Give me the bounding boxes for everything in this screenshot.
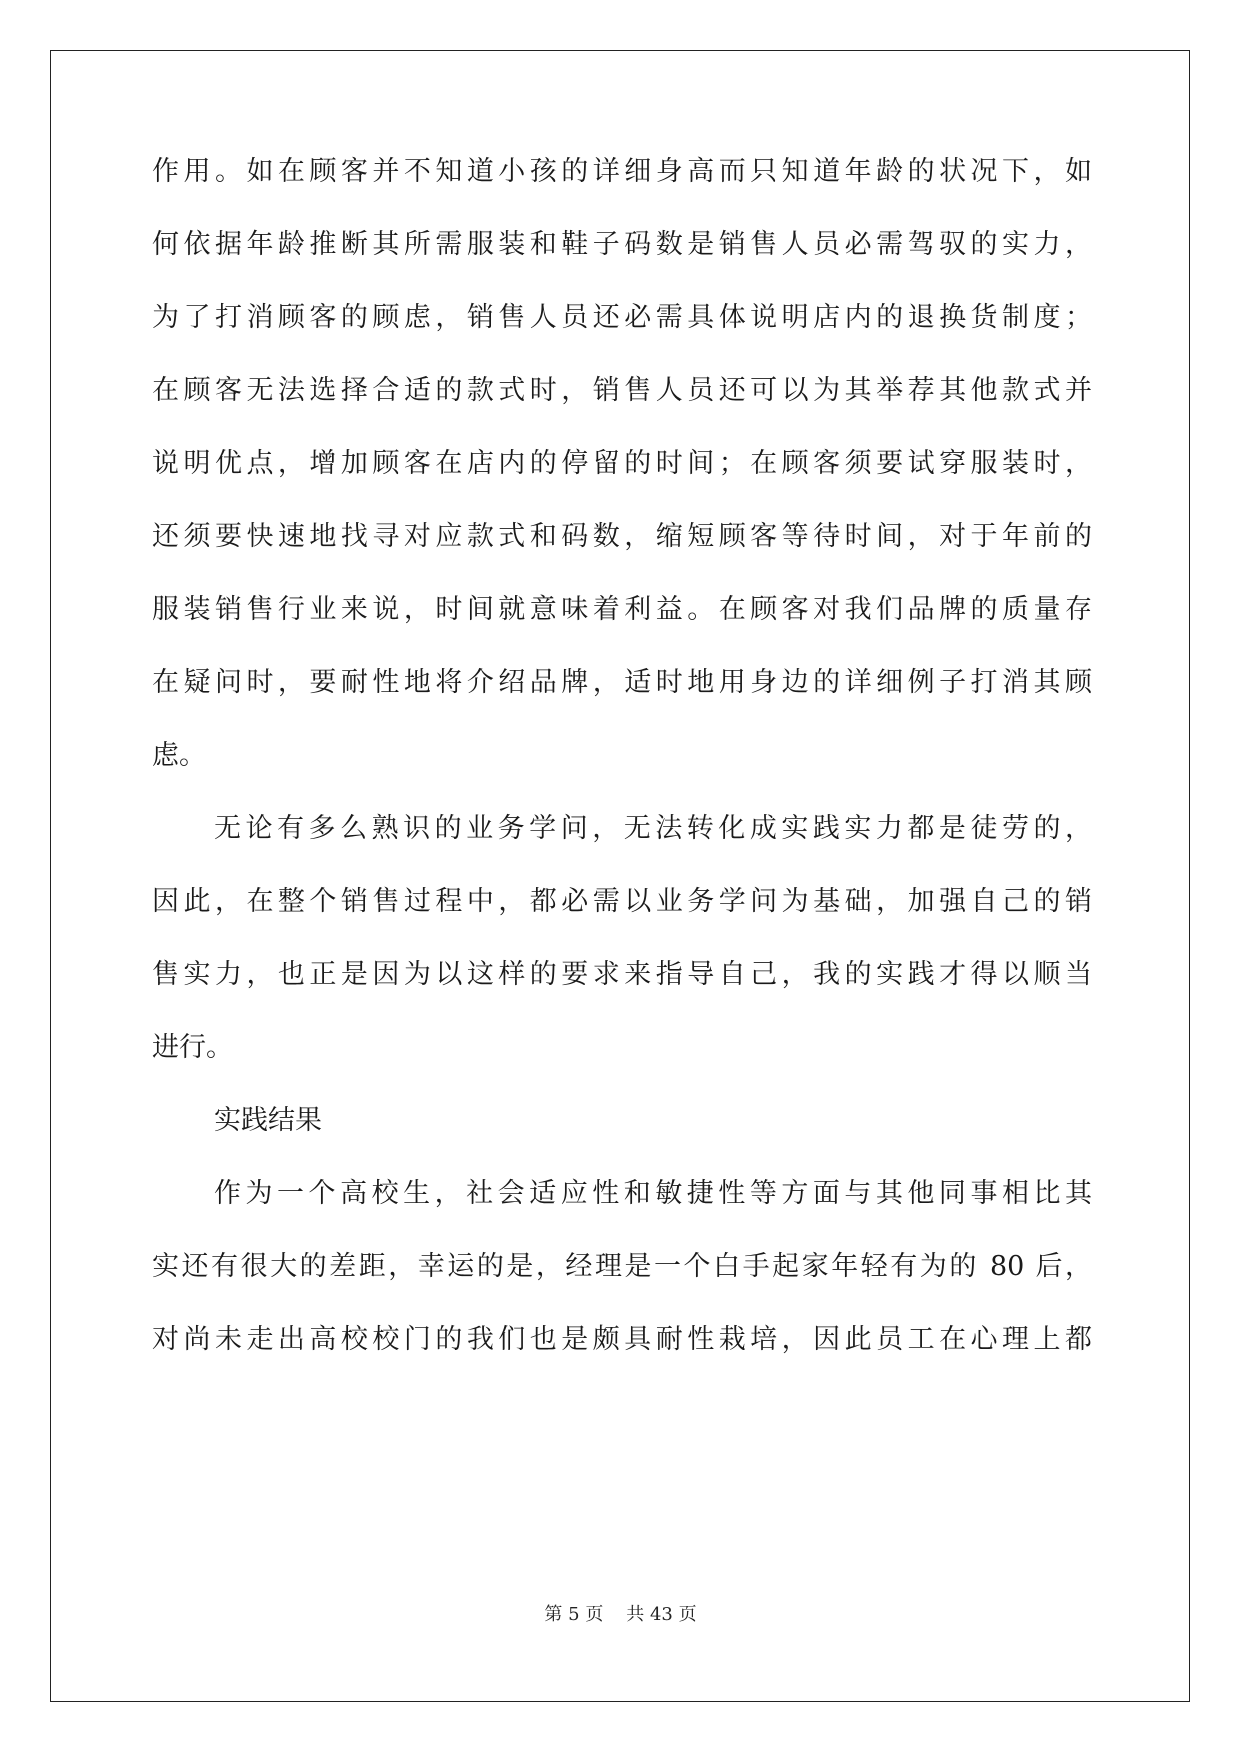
body-line: 对尚未走出高校校门的我们也是颇具耐性栽培，因此员工在心理上都 [152,1324,1092,1355]
footer-page-total: 43 [649,1604,673,1625]
body-line: 还须要快速地找寻对应款式和码数，缩短顾客等待时间，对于年前的 [152,521,1092,552]
footer-total-prefix: 共 [626,1604,645,1625]
section-heading: 实践结果 [214,1105,322,1136]
body-line: 服装销售行业来说，时间就意味着利益。在顾客对我们品牌的质量存 [152,594,1092,625]
body-line: 虑。 [152,740,206,771]
body-line: 何依据年龄推断其所需服装和鞋子码数是销售人员必需驾驭的实力， [152,229,1092,260]
page-footer [0,1600,1241,1626]
body-line: 在疑问时，要耐性地将介绍品牌，适时地用身边的详细例子打消其顾 [152,667,1092,698]
footer-page-current: 5 [568,1604,580,1625]
paragraph-first-line: 无论有多么熟识的业务学问，无法转化成实践实力都是徒劳的， [214,813,1092,844]
paragraph-first-line: 作为一个高校生，社会适应性和敏捷性等方面与其他同事相比其 [214,1178,1092,1209]
body-line: 实还有很大的差距，幸运的是，经理是一个白手起家年轻有为的 80 后， [152,1251,1092,1282]
footer-page-unit: 页 [585,1604,604,1625]
body-line: 因此，在整个销售过程中，都必需以业务学问为基础，加强自己的销 [152,886,1092,917]
body-line: 为了打消顾客的顾虑，销售人员还必需具体说明店内的退换货制度； [152,302,1092,333]
body-line: 售实力，也正是因为以这样的要求来指导自己，我的实践才得以顺当 [152,959,1092,990]
footer-page-prefix: 第 [544,1604,563,1625]
footer-total-unit: 页 [678,1604,697,1625]
body-line: 在顾客无法选择合适的款式时，销售人员还可以为其举荐其他款式并 [152,375,1092,406]
body-line: 作用。如在顾客并不知道小孩的详细身高而只知道年龄的状况下，如 [152,156,1092,187]
page-border [50,50,1190,1702]
body-line: 说明优点，增加顾客在店内的停留的时间；在顾客须要试穿服装时， [152,448,1092,479]
body-line: 进行。 [152,1032,233,1063]
